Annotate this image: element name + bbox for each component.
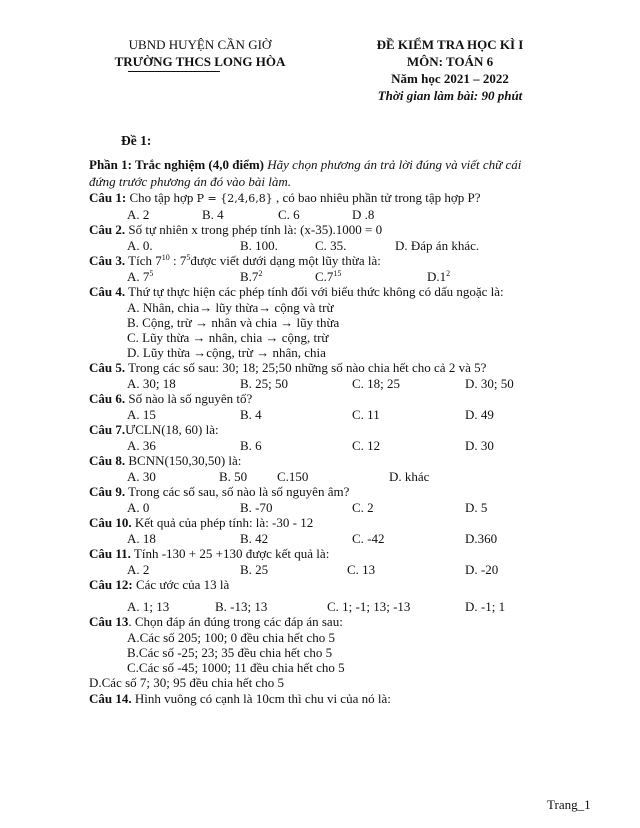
question-text: Cho tập hợp xyxy=(126,190,197,205)
option: A. $7^5$ xyxy=(127,269,154,284)
question-text: Số tự nhiên x trong phép tính là: (x-35).1000 = 0 xyxy=(125,222,383,237)
options-9 xyxy=(127,500,609,515)
option: A. Nhân, chia→ lũy thừa→ cộng và trừ xyxy=(127,300,334,315)
question-label: Câu 7. xyxy=(89,422,126,437)
exponent: 10 xyxy=(161,253,170,262)
exponent: 5 xyxy=(186,253,191,262)
option: A. 2 xyxy=(127,207,150,222)
question-text: Tích 7 xyxy=(125,253,162,268)
question-text: . Chọn đáp án đúng trong các đáp án sau: xyxy=(128,614,343,629)
option: A. 36 xyxy=(127,438,156,453)
option: A. 18 xyxy=(127,531,156,546)
school-year: Năm học 2021 – 2022 xyxy=(391,71,509,86)
option: A. 1; 13 xyxy=(127,599,170,614)
question-5 xyxy=(89,360,609,376)
question-label: Câu 13 xyxy=(89,614,129,629)
question-text: Tính -130 + 25 +130 được kết quả là: xyxy=(130,546,330,561)
option: $B.7^2$ xyxy=(240,269,263,284)
options-12 xyxy=(127,599,609,614)
question-text: Các ước của 13 là xyxy=(132,577,230,592)
option: C. 12 xyxy=(352,438,381,453)
option: C. 35. xyxy=(315,238,347,253)
question-text: được viết dưới dạng một lũy thừa là: xyxy=(190,253,381,268)
option: B. 50 xyxy=(219,469,248,484)
option: D .8 xyxy=(352,207,375,222)
option: C. 11 xyxy=(352,407,380,422)
exam-content xyxy=(89,156,609,707)
question-text: : 7 xyxy=(169,253,187,268)
header-left xyxy=(90,36,310,70)
school-underline xyxy=(128,71,220,72)
subject: MÔN: TOÁN 6 xyxy=(406,54,494,69)
option: D. -1; 1 xyxy=(465,599,506,614)
question-label: Câu 12: xyxy=(89,577,133,592)
district-name: UBND HUYỆN CẦN GIỜ xyxy=(128,37,272,52)
option: D.360 xyxy=(465,531,498,546)
question-4 xyxy=(89,284,609,300)
option: A. 30; 18 xyxy=(127,376,176,391)
question-label: Câu 11. xyxy=(89,546,131,561)
option: C. 6 xyxy=(278,207,300,222)
option: B. -70 xyxy=(240,500,273,515)
part1-heading xyxy=(89,156,609,190)
header-right xyxy=(330,36,570,104)
option: C.150 xyxy=(277,469,309,484)
option: D. -20 xyxy=(465,562,499,577)
question-label: Câu 8. xyxy=(89,453,126,468)
option: B. 4 xyxy=(240,407,262,422)
option: A. 0 xyxy=(127,500,150,515)
option: D. Đáp án khác. xyxy=(395,238,480,253)
exam-version: Đề 1: xyxy=(121,133,152,148)
option: B. Cộng, trừ → nhân và chia → lũy thừa xyxy=(127,315,340,330)
question-2 xyxy=(89,222,609,238)
options-4 xyxy=(127,300,609,360)
question-text: Số nào là số nguyên tố? xyxy=(125,391,253,406)
option: B. -13; 13 xyxy=(215,599,268,614)
option: D. Lũy thừa →cộng, trừ → nhân, chia xyxy=(127,345,326,360)
options-1 xyxy=(127,207,609,222)
part1-instruction-2: đứng trước phương án đó vào bài làm. xyxy=(89,174,291,189)
question-7 xyxy=(89,422,609,438)
question-12 xyxy=(89,577,609,593)
options-13 xyxy=(127,630,609,675)
option: C. Lũy thừa → nhân, chia → cộng, trừ xyxy=(127,330,329,345)
option: D. 30 xyxy=(465,438,494,453)
question-9 xyxy=(89,484,609,500)
option: B. 6 xyxy=(240,438,262,453)
question-text: BCNN(150,30,50) là: xyxy=(125,453,242,468)
question-label: Câu 3. xyxy=(89,253,126,268)
question-11 xyxy=(89,546,609,562)
option: $D.1^2$ xyxy=(427,269,451,284)
option: B. 25 xyxy=(240,562,269,577)
option: C. 13 xyxy=(347,562,376,577)
option: C. 18; 25 xyxy=(352,376,401,391)
option: B.Các số -25; 23; 35 đều chia hết cho 5 xyxy=(127,645,333,660)
option: B. 4 xyxy=(202,207,224,222)
part1-title: Phần 1: Trắc nghiệm (4,0 điểm) xyxy=(89,157,265,172)
page-number: Trang_1 xyxy=(547,797,591,812)
question-text: Thứ tự thực hiện các phép tính đối với biểu thức không có dấu ngoặc là: xyxy=(125,284,504,299)
options-2 xyxy=(127,238,609,253)
option: A.Các số 205; 100; 0 đều chia hết cho 5 xyxy=(127,630,335,645)
school-name: TRƯỜNG THCS LONG HÒA xyxy=(114,54,286,69)
question-10 xyxy=(89,515,609,531)
question-text: ƯCLN(18, 60) là: xyxy=(125,422,219,437)
question-text: Trong các số sau, số nào là số nguyên âm? xyxy=(125,484,350,499)
set-notation: P = {2,4,6,8} xyxy=(196,192,273,205)
duration: Thời gian làm bài: 90 phút xyxy=(377,88,523,103)
options-7 xyxy=(127,438,609,453)
option: A. 2 xyxy=(127,562,150,577)
option: D. 5 xyxy=(465,500,488,515)
option: C. -42 xyxy=(352,531,385,546)
question-14 xyxy=(89,691,609,707)
option: D. 30; 50 xyxy=(465,376,514,391)
option: C.Các số -45; 1000; 11 đều chia hết cho 5 xyxy=(127,660,345,675)
question-label: Câu 6. xyxy=(89,391,126,406)
options-3 xyxy=(127,269,609,284)
option: D. 49 xyxy=(465,407,494,422)
question-text: , có bao nhiêu phần tử trong tập hợp P? xyxy=(272,190,481,205)
option: A. 15 xyxy=(127,407,156,422)
question-6 xyxy=(89,391,609,407)
option: B. 42 xyxy=(240,531,269,546)
question-8 xyxy=(89,453,609,469)
option: $C.7^{15}$ xyxy=(315,269,342,284)
options-5 xyxy=(127,376,609,391)
option: B. 100. xyxy=(240,238,278,253)
option-unindented: D.Các số 7; 30; 95 đều chia hết cho 5 xyxy=(89,675,284,690)
question-label: Câu 2. xyxy=(89,222,126,237)
question-3 xyxy=(89,253,609,269)
question-label: Câu 4. xyxy=(89,284,126,299)
question-1 xyxy=(89,190,609,207)
options-10 xyxy=(127,531,609,546)
options-11 xyxy=(127,562,609,577)
option: A. 0. xyxy=(127,238,153,253)
option: C. 1; -1; 13; -13 xyxy=(327,599,411,614)
option: D. khác xyxy=(389,469,430,484)
question-text: Trong các số sau: 30; 18; 25;50 những số nào chia hết cho cả 2 và 5? xyxy=(125,360,487,375)
options-6 xyxy=(127,407,609,422)
question-text: Hình vuông có cạnh là 10cm thì chu vi của nó là: xyxy=(131,691,391,706)
question-label: Câu 5. xyxy=(89,360,126,375)
question-label: Câu 14. xyxy=(89,691,132,706)
question-text: Kết quả của phép tính: là: -30 - 12 xyxy=(131,515,314,530)
part1-instruction-1: Hãy chọn phương án trả lời đúng và viết chữ cái xyxy=(264,157,522,172)
option: C. 2 xyxy=(352,500,374,515)
option: B. 25; 50 xyxy=(240,376,289,391)
question-label: Câu 10. xyxy=(89,515,132,530)
option: A. 30 xyxy=(127,469,156,484)
question-label: Câu 1: xyxy=(89,190,127,205)
question-label: Câu 9. xyxy=(89,484,126,499)
question-13 xyxy=(89,614,609,630)
exam-title: ĐỀ KIỂM TRA HỌC KÌ I xyxy=(376,37,524,52)
options-8 xyxy=(127,469,609,484)
